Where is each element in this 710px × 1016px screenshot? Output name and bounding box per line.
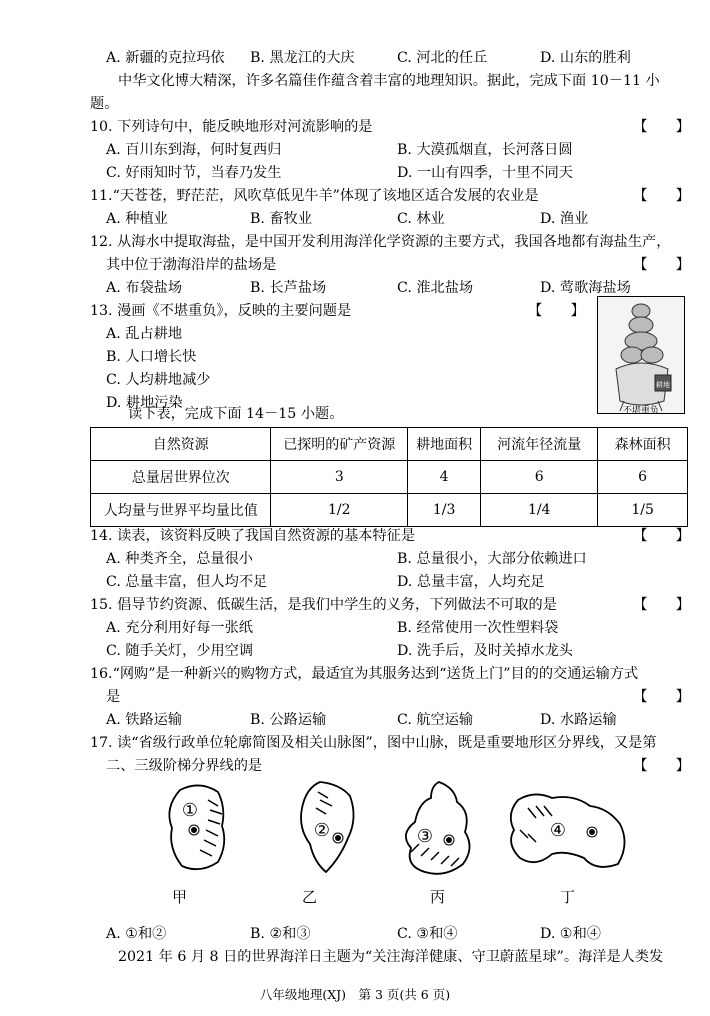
map-jia-label: 甲 <box>172 888 188 906</box>
q17-stem-line1: 17. 读“省级行政单位轮廓简图及相关山脉图”，图中山脉，既是重要地形区分界线，又是第 <box>90 735 657 751</box>
q10-option-b: B. 大漠孤烟直，长河落日圆 <box>397 142 573 158</box>
table-header-cell: 自然资源 <box>91 428 271 461</box>
table-cell: 6 <box>481 461 598 494</box>
q15-option-b: B. 经常使用一次性塑料袋 <box>397 620 559 636</box>
q13-answer-bracket[interactable]: 【 】 <box>528 303 585 319</box>
map-yi <box>290 778 370 878</box>
table-cell: 人均量与世界平均量比值 <box>91 494 271 527</box>
q16-option-c: C. 航空运输 <box>397 712 474 728</box>
q14-answer-bracket[interactable]: 【 】 <box>633 528 690 544</box>
q13-option-d: D. 耕地污染 <box>106 395 183 411</box>
q12-option-a: A. 布袋盐场 <box>106 280 183 296</box>
intro-14-15: 读下表，完成下面 14－15 小题。 <box>128 406 344 422</box>
map-yi-label: 乙 <box>302 888 318 906</box>
q14-option-b: B. 总量很小，大部分依赖进口 <box>397 551 587 567</box>
q12-stem-line1: 12. 从海水中提取海盐，是中国开发利用海洋化学资源的主要方式，我国各地都有海盐生产， <box>90 234 671 250</box>
intro-10-11-line1: 中华文化博大精深，许多名篇佳作蕴含着丰富的地理知识。据此，完成下面 10－11 小 <box>118 73 660 89</box>
q16-answer-bracket[interactable]: 【 】 <box>633 689 690 705</box>
q12-stem-line2: 其中位于渤海沿岸的盐场是 <box>106 257 277 273</box>
table-cell: 1/4 <box>481 494 598 527</box>
cartoon-illustration <box>598 297 684 413</box>
table-cell: 4 <box>408 461 481 494</box>
q10-option-c: C. 好雨知时节，当春乃发生 <box>106 165 282 181</box>
q16-option-a: A. 铁路运输 <box>106 712 183 728</box>
table-header-cell: 河流年径流量 <box>481 428 598 461</box>
q10-option-d: D. 一山有四季，十里不同天 <box>397 165 573 181</box>
q11-option-d: D. 渔业 <box>540 211 589 227</box>
map-ding-number: ④ <box>549 820 567 841</box>
q9-option-c: C. 河北的任丘 <box>397 50 488 66</box>
q16-option-b: B. 公路运输 <box>250 712 327 728</box>
q9-option-b: B. 黑龙江的大庆 <box>250 50 355 66</box>
q12-option-c: C. 淮北盐场 <box>397 280 474 296</box>
ocean-intro: 2021 年 6 月 8 日的世界海洋日主题为“关注海洋健康、守卫蔚蓝星球”。海洋是人类发 <box>118 949 664 965</box>
q9-option-d: D. 山东的胜利 <box>540 50 631 66</box>
q12-option-d: D. 莺歌海盐场 <box>540 280 631 296</box>
table-cell: 1/5 <box>598 494 688 527</box>
map-bing-label: 丙 <box>430 888 446 906</box>
q12-answer-bracket[interactable]: 【 】 <box>633 257 690 273</box>
map-bing-number: ③ <box>416 826 434 847</box>
cartoon-field-label: 耕地 <box>656 381 670 389</box>
map-jia <box>160 778 250 878</box>
q10-option-a: A. 百川东到海，何时复西归 <box>106 142 282 158</box>
q14-option-d: D. 总量丰富，人均充足 <box>397 574 545 590</box>
q17-answer-bracket[interactable]: 【 】 <box>633 758 690 774</box>
table-header-row <box>91 428 688 461</box>
map-jia-number: ① <box>181 800 199 821</box>
table-cell: 3 <box>271 461 408 494</box>
q14-stem: 14. 读表，该资料反映了我国自然资源的基本特征是 <box>90 528 416 544</box>
q16-option-d: D. 水路运输 <box>540 712 617 728</box>
table-header-cell: 森林面积 <box>598 428 688 461</box>
q10-stem: 10. 下列诗句中，能反映地形对河流影响的是 <box>90 119 373 135</box>
q13-option-c: C. 人均耕地减少 <box>106 372 211 388</box>
q17-option-c: C. ③和④ <box>397 926 458 942</box>
q15-option-c: C. 随手关灯，少用空调 <box>106 643 254 659</box>
q17-stem-line2: 二、三级阶梯分界线的是 <box>106 758 263 774</box>
table-cell: 1/3 <box>408 494 481 527</box>
page-footer: 八年级地理(XJ) 第 3 页(共 6 页) <box>259 987 451 1002</box>
q13-stem: 13. 漫画《不堪重负》，反映的主要问题是 <box>90 303 352 319</box>
q10-answer-bracket[interactable]: 【 】 <box>633 119 690 135</box>
q11-stem: 11.“天苍苍，野茫茫，风吹草低见牛羊”体现了该地区适合发展的农业是 <box>90 188 539 204</box>
q16-stem-line2: 是 <box>106 689 121 705</box>
resource-table <box>90 427 688 527</box>
q13-option-b: B. 人口增长快 <box>106 349 197 365</box>
map-ding-label: 丁 <box>560 888 576 906</box>
table-row <box>91 461 688 494</box>
q11-answer-bracket[interactable]: 【 】 <box>633 188 690 204</box>
q15-stem: 15. 倡导节约资源、低碳生活，是我们中学生的义务，下列做法不可取的是 <box>90 597 557 613</box>
cartoon-overburdened <box>597 296 685 414</box>
map-bing <box>395 778 485 883</box>
q17-option-b: B. ②和③ <box>250 926 311 942</box>
intro-10-11-line2: 题。 <box>90 96 119 112</box>
q12-option-b: B. 长芦盐场 <box>250 280 327 296</box>
table-cell: 1/2 <box>271 494 408 527</box>
q15-answer-bracket[interactable]: 【 】 <box>633 597 690 613</box>
q14-option-c: C. 总量丰富，但人均不足 <box>106 574 268 590</box>
q9-option-a: A. 新疆的克拉玛依 <box>106 50 225 66</box>
table-cell: 6 <box>598 461 688 494</box>
q11-option-c: C. 林业 <box>397 211 445 227</box>
q16-stem-line1: 16.“网购”是一种新兴的购物方式，最适宜为其服务达到“送货上门”目的的交通运输方式 <box>90 666 639 682</box>
q17-option-a: A. ①和② <box>106 926 167 942</box>
cartoon-caption: 不堪重负 <box>622 406 659 416</box>
q15-option-a: A. 充分利用好每一张纸 <box>106 620 253 636</box>
table-row <box>91 494 688 527</box>
q17-option-d: D. ①和④ <box>540 926 601 942</box>
map-yi-number: ② <box>313 820 331 841</box>
table-header-cell: 已探明的矿产资源 <box>271 428 408 461</box>
q11-option-b: B. 畜牧业 <box>250 211 313 227</box>
map-ding <box>500 778 640 878</box>
table-header-cell: 耕地面积 <box>408 428 481 461</box>
q15-option-d: D. 洗手后，及时关掉水龙头 <box>397 643 573 659</box>
q13-option-a: A. 乱占耕地 <box>106 326 183 342</box>
table-cell: 总量居世界位次 <box>91 461 271 494</box>
q11-option-a: A. 种植业 <box>106 211 168 227</box>
q14-option-a: A. 种类齐全，总量很小 <box>106 551 253 567</box>
